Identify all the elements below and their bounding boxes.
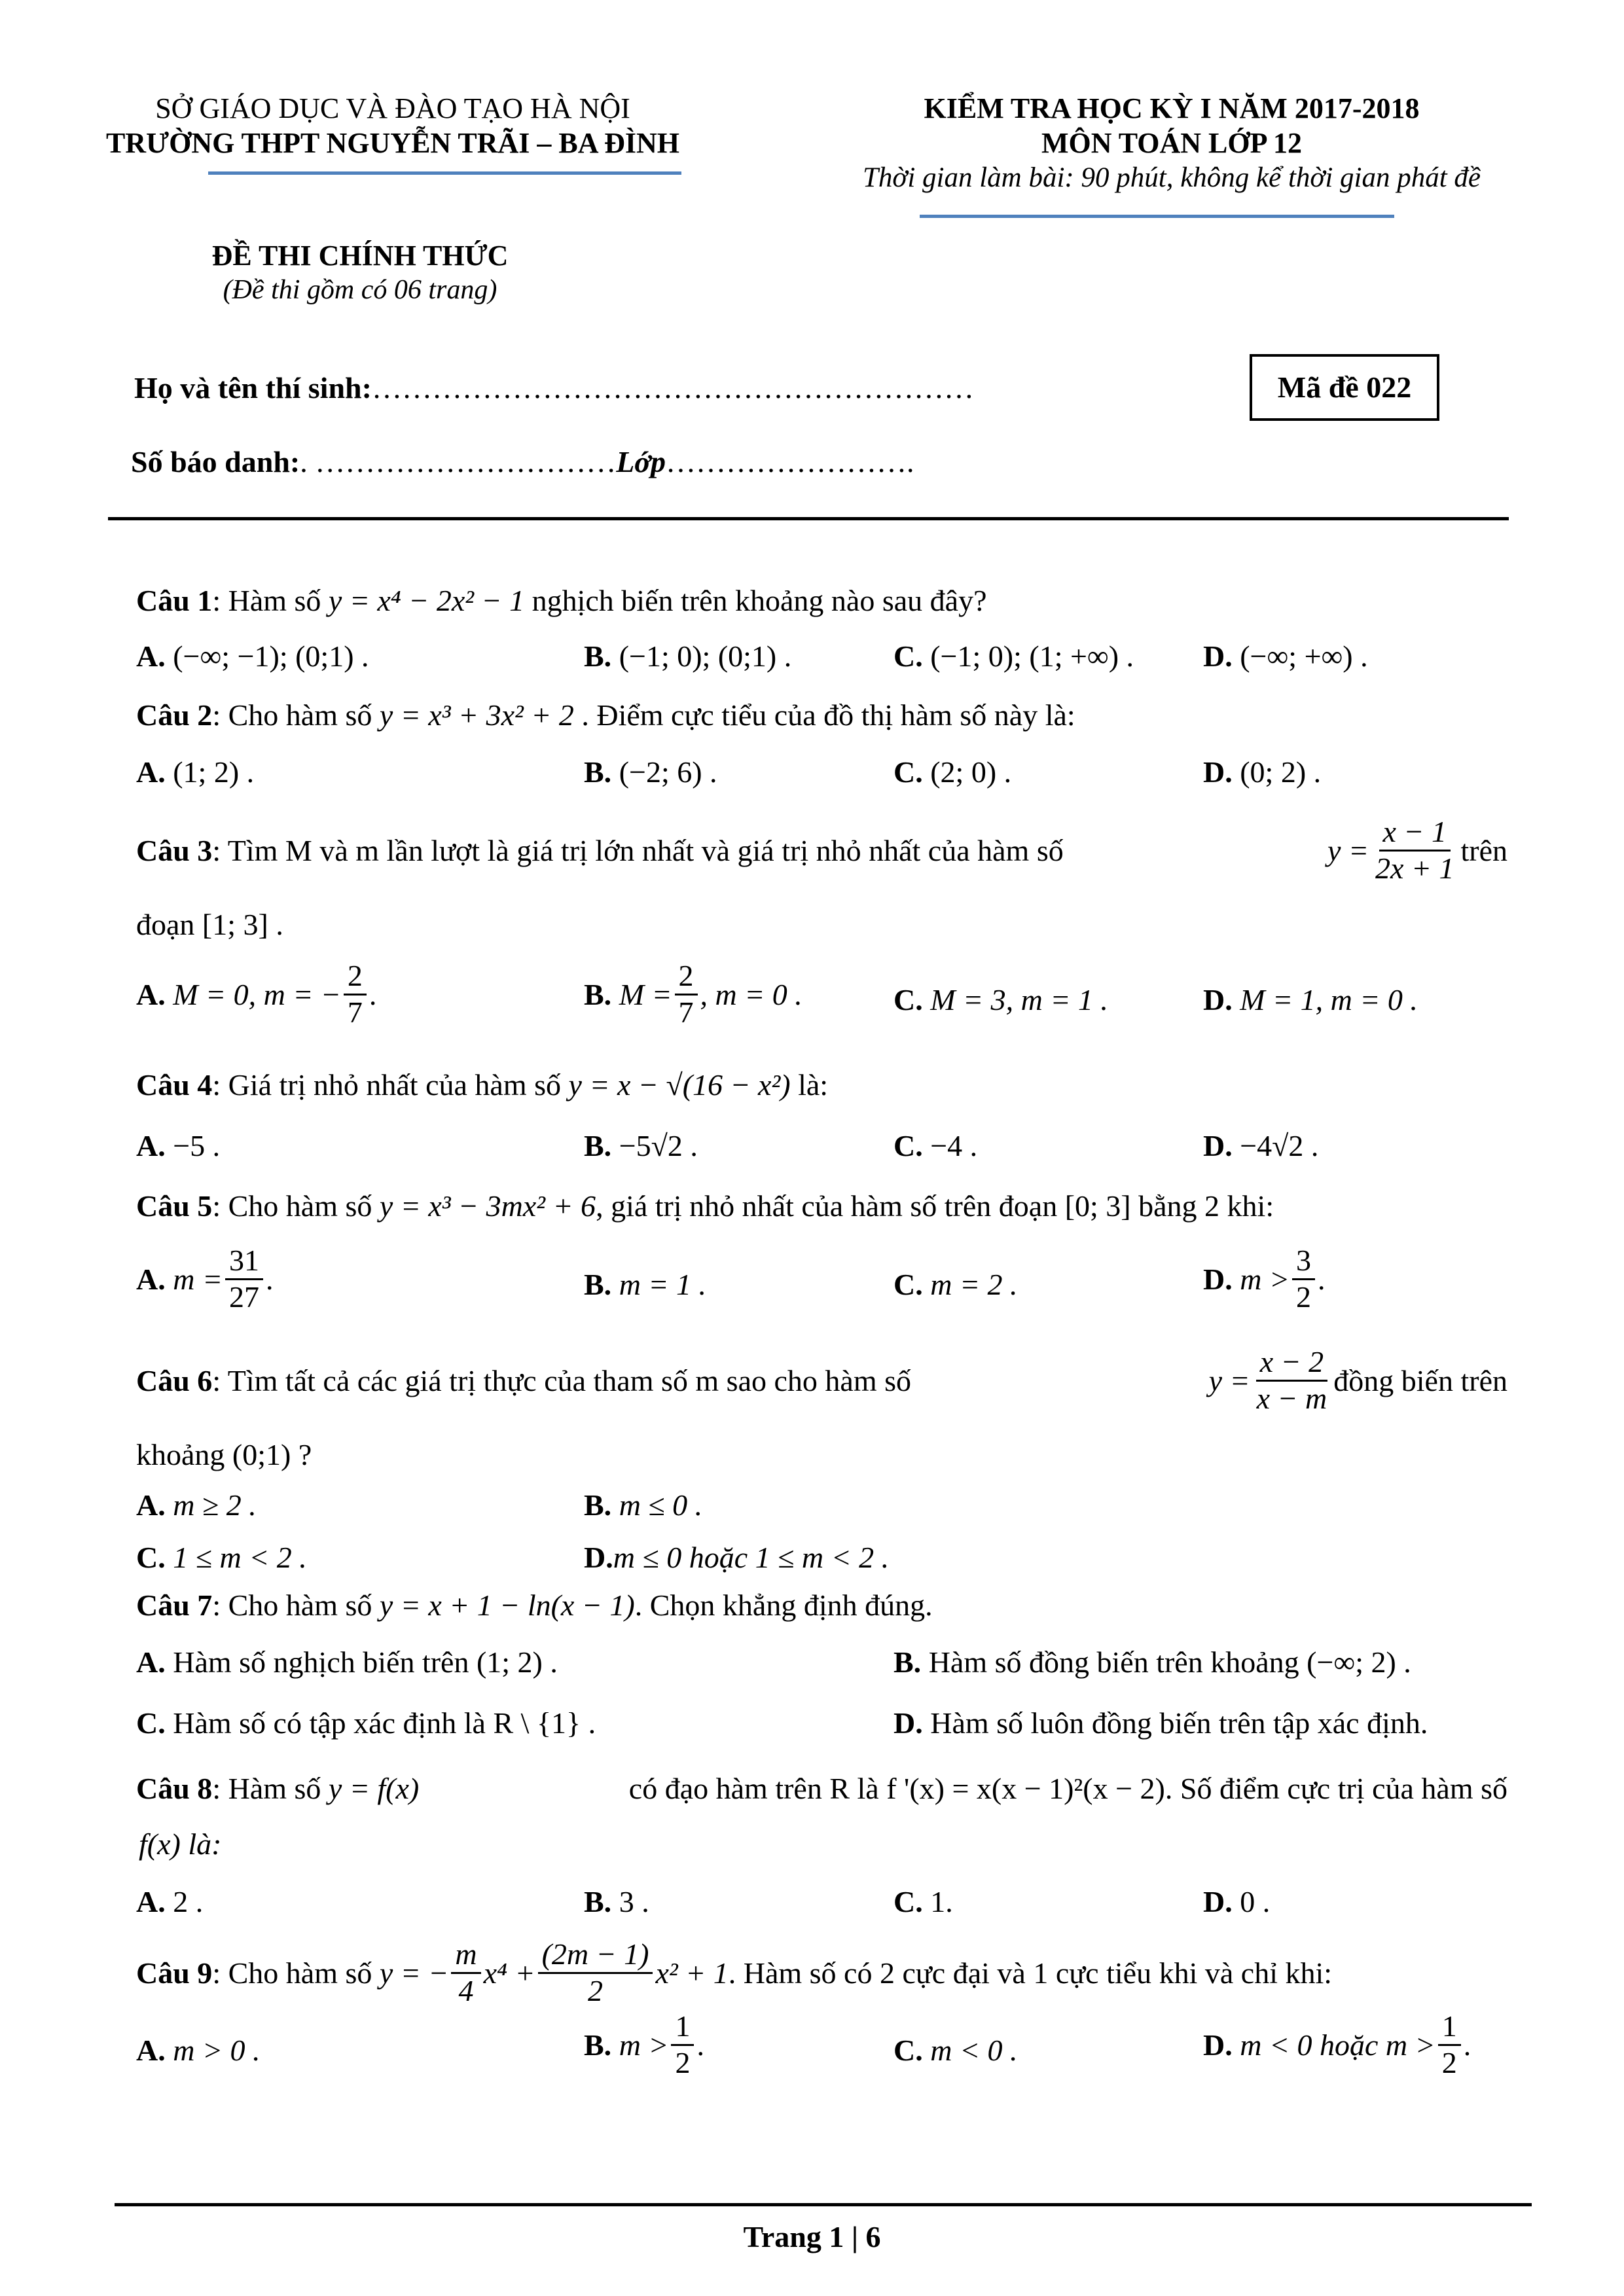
option-value: (−2; 6) . xyxy=(619,755,717,789)
q6-option-b[interactable] xyxy=(584,1487,702,1523)
option-key: C. xyxy=(893,755,923,789)
fraction xyxy=(671,2009,694,2081)
question-6-line2: khoảng (0;1) ? xyxy=(136,1438,312,1471)
question-label: Câu 6 xyxy=(136,1363,213,1397)
formula: y = x⁴ − 2x² − 1 xyxy=(328,584,525,617)
question-7 xyxy=(136,1587,1511,1623)
question-text: có đạo hàm trên R là f '(x) = x(x − 1)²(x − 2). Số điểm cực trị của hàm số xyxy=(628,1772,1507,1805)
option-value: M = xyxy=(619,977,672,1011)
formula: y = x + 1 − ln(x − 1) xyxy=(379,1588,635,1622)
option-value: m = 2 . xyxy=(930,1268,1018,1301)
q9-option-c[interactable] xyxy=(893,2032,1018,2068)
option-key: C. xyxy=(893,639,923,673)
option-key: A. xyxy=(136,755,166,789)
q2-option-a[interactable] xyxy=(136,754,254,790)
option-key: A. xyxy=(136,1262,166,1296)
question-text: : Hàm số xyxy=(212,584,329,617)
question-label: Câu 4 xyxy=(136,1068,213,1102)
option-key: B. xyxy=(893,1645,922,1679)
option-key: B. xyxy=(584,639,612,673)
option-value: (0; 2) . xyxy=(1240,755,1322,789)
q7-option-a[interactable] xyxy=(136,1644,558,1680)
question-text: . Chọn khẳng định đúng. xyxy=(634,1588,933,1622)
option-value: m ≤ 0 . xyxy=(619,1488,703,1522)
option-value: m ≥ 2 . xyxy=(173,1488,257,1522)
option-value: m > xyxy=(619,2028,669,2062)
fraction xyxy=(1371,815,1458,886)
fraction xyxy=(1253,1345,1331,1416)
question-text: nghịch biến trên khoảng nào sau đây? xyxy=(524,584,987,617)
denominator: 2 xyxy=(1441,2045,1457,2079)
option-key: C. xyxy=(893,2034,923,2067)
denominator: 2x + 1 xyxy=(1375,851,1454,885)
numerator: 3 xyxy=(1292,1244,1315,1280)
option-suffix: . xyxy=(1463,2028,1471,2062)
q5-option-c[interactable] xyxy=(893,1266,1018,1302)
option-value: m = xyxy=(173,1262,223,1296)
option-value: M = 0, m = − xyxy=(173,977,341,1011)
q1-option-a[interactable] xyxy=(136,638,369,674)
candidate-name-field[interactable]: …………………………………………………… xyxy=(371,371,974,404)
question-text: . Điểm cực tiểu của đồ thị hàm số này là: xyxy=(573,698,1075,732)
option-key: C. xyxy=(893,983,923,1016)
option-value: Hàm số nghịch biến trên (1; 2) . xyxy=(173,1645,558,1679)
denominator: 27 xyxy=(229,1280,259,1314)
official-block xyxy=(164,239,556,306)
question-9 xyxy=(136,1937,1511,2009)
option-value: m ≤ 0 hoặc 1 ≤ m < 2 . xyxy=(613,1541,890,1574)
formula: y = − xyxy=(379,1956,449,1990)
q7-option-b[interactable] xyxy=(893,1644,1411,1680)
class-label: Lớp xyxy=(616,445,666,478)
numerator: m xyxy=(451,1937,480,1974)
q4-option-c[interactable] xyxy=(893,1128,977,1164)
q3-option-b[interactable] xyxy=(584,959,803,1030)
question-8 xyxy=(136,1770,1507,1806)
school-underline xyxy=(208,171,681,175)
time-underline xyxy=(920,215,1394,218)
question-text: : Tìm tất cả các giá trị thực của tham số m sao cho hàm số xyxy=(212,1363,912,1397)
q9-option-d[interactable] xyxy=(1203,2009,1471,2081)
option-key: D. xyxy=(1203,1129,1233,1162)
question-text: : Cho hàm số xyxy=(212,1189,380,1223)
q8-option-d[interactable] xyxy=(1203,1884,1270,1920)
denominator: x − m xyxy=(1256,1381,1327,1415)
question-6 xyxy=(136,1345,1507,1416)
option-key: A. xyxy=(136,1488,166,1522)
q8-option-a[interactable] xyxy=(136,1884,203,1920)
formula: y = xyxy=(1208,1363,1250,1397)
option-value: Hàm số có tập xác định là R \ {1} . xyxy=(173,1706,596,1740)
question-text: : Hàm số xyxy=(212,1772,329,1805)
option-key: B. xyxy=(584,1885,612,1918)
q6-option-a[interactable] xyxy=(136,1487,257,1523)
question-text: trên xyxy=(1460,833,1507,867)
question-label: Câu 5 xyxy=(136,1189,213,1223)
option-suffix: . xyxy=(696,2028,704,2062)
header-divider xyxy=(108,517,1509,520)
denominator: 2 xyxy=(1296,1280,1311,1314)
option-value: 3 . xyxy=(619,1885,649,1918)
q6-option-c[interactable] xyxy=(136,1539,307,1575)
question-label: Câu 8 xyxy=(136,1772,213,1805)
numerator: x − 2 xyxy=(1256,1345,1327,1382)
option-key: B. xyxy=(584,1488,612,1522)
numerator: 2 xyxy=(344,959,367,996)
option-key: B. xyxy=(584,1268,612,1301)
option-value: −4 . xyxy=(930,1129,978,1162)
numerator: (2m − 1) xyxy=(538,1937,653,1974)
q5-option-d[interactable] xyxy=(1203,1244,1326,1315)
option-key: D. xyxy=(893,1706,923,1740)
numerator: x − 1 xyxy=(1379,815,1451,852)
q4-option-a[interactable] xyxy=(136,1128,220,1164)
exam-title: KIỂM TRA HỌC KỲ I NĂM 2017-2018 xyxy=(924,92,1420,124)
q1-option-c[interactable] xyxy=(893,638,1134,674)
option-key: A. xyxy=(136,2034,166,2067)
exam-code-box: Mã đề 022 xyxy=(1250,354,1439,421)
option-value: (−1; 0); (1; +∞) . xyxy=(930,639,1134,673)
denominator: 7 xyxy=(347,995,363,1029)
department-header xyxy=(98,92,687,161)
option-value: 1. xyxy=(930,1885,953,1918)
option-key: D. xyxy=(584,1541,613,1574)
q4-option-d[interactable] xyxy=(1203,1128,1318,1164)
q1-option-d[interactable] xyxy=(1203,638,1368,674)
option-value: (−∞; −1); (0;1) . xyxy=(173,639,369,673)
q1-option-b[interactable] xyxy=(584,638,791,674)
denominator: 2 xyxy=(675,2045,691,2079)
question-text: . Hàm số có 2 cực đại và 1 cực tiểu khi và chỉ khi: xyxy=(728,1956,1333,1990)
fraction xyxy=(344,959,367,1030)
option-key: B. xyxy=(584,2028,612,2062)
q8-option-b[interactable] xyxy=(584,1884,649,1920)
question-4 xyxy=(136,1067,1511,1103)
option-key: A. xyxy=(136,977,166,1011)
q9-option-a[interactable] xyxy=(136,2032,261,2068)
fraction xyxy=(225,1244,263,1315)
option-value: Hàm số đồng biến trên khoảng (−∞; 2) . xyxy=(928,1645,1411,1679)
option-value: M = 1, m = 0 . xyxy=(1240,983,1418,1016)
option-suffix: . xyxy=(1318,1262,1326,1296)
denominator: 2 xyxy=(588,1973,604,2007)
option-value: 2 . xyxy=(173,1885,204,1918)
candidate-name-row xyxy=(134,370,974,406)
fraction xyxy=(538,1937,653,2009)
option-value: M = 3, m = 1 . xyxy=(930,983,1108,1016)
question-text: : Cho hàm số xyxy=(212,1588,380,1622)
q7-option-c[interactable] xyxy=(136,1705,596,1741)
question-text: đồng biến trên xyxy=(1333,1363,1507,1397)
question-text: : Tìm M và m lần lượt là giá trị lớn nhất và giá trị nhỏ nhất của hàm số xyxy=(212,833,1064,867)
fraction xyxy=(451,1937,480,2009)
option-key: C. xyxy=(136,1541,166,1574)
formula: x⁴ + xyxy=(483,1956,535,1990)
option-value: −4√2 . xyxy=(1240,1129,1319,1162)
option-key: A. xyxy=(136,1885,166,1918)
question-text: : Giá trị nhỏ nhất của hàm số xyxy=(212,1068,569,1102)
time-note: Thời gian làm bài: 90 phút, không kể thời gian phát đề xyxy=(862,162,1481,193)
option-key: C. xyxy=(893,1129,923,1162)
q3-option-c[interactable] xyxy=(893,982,1108,1018)
q7-option-d[interactable] xyxy=(893,1705,1428,1741)
option-value: 1 ≤ m < 2 . xyxy=(173,1541,307,1574)
candidate-name-label: Họ và tên thí sinh: xyxy=(134,371,372,404)
question-8-line2: f(x) là: xyxy=(139,1827,222,1861)
numerator: 31 xyxy=(225,1244,263,1280)
q4-option-b[interactable] xyxy=(584,1128,698,1164)
question-text: , giá trị nhỏ nhất của hàm số trên đoạn [0; 3] bằng 2 khi: xyxy=(596,1189,1274,1223)
option-value: m > 0 . xyxy=(173,2034,261,2067)
numerator: 1 xyxy=(671,2009,694,2046)
option-value: (1; 2) . xyxy=(173,755,255,789)
q6-option-d[interactable] xyxy=(584,1539,889,1575)
fraction xyxy=(675,959,698,1030)
option-value: (−1; 0); (0;1) . xyxy=(619,639,792,673)
option-value: m < 0 hoặc m > xyxy=(1240,2028,1435,2062)
option-key: C. xyxy=(893,1268,923,1301)
option-key: C. xyxy=(893,1885,923,1918)
option-value: (−∞; +∞) . xyxy=(1240,639,1368,673)
option-key: D. xyxy=(1203,983,1233,1016)
official-title: ĐỀ THI CHÍNH THỨC xyxy=(211,240,509,272)
fraction xyxy=(1438,2009,1461,2081)
q8-option-c[interactable] xyxy=(893,1884,953,1920)
candidate-id-field[interactable]: . ………………………… xyxy=(300,445,617,478)
question-label: Câu 1 xyxy=(136,584,213,617)
numerator: 2 xyxy=(675,959,698,996)
option-key: A. xyxy=(136,1645,166,1679)
formula: y = xyxy=(1327,833,1369,867)
option-suffix: . xyxy=(266,1262,274,1296)
candidate-id-row xyxy=(131,444,914,480)
question-text: : Cho hàm số xyxy=(212,698,380,732)
option-suffix: . xyxy=(369,977,377,1011)
question-label: Câu 7 xyxy=(136,1588,213,1622)
footer-divider xyxy=(115,2203,1532,2206)
option-value: −5 . xyxy=(173,1129,221,1162)
fraction xyxy=(1292,1244,1315,1315)
option-value: 0 . xyxy=(1240,1885,1271,1918)
q2-option-d[interactable] xyxy=(1203,754,1321,790)
question-label: Câu 9 xyxy=(136,1956,213,1990)
option-key: B. xyxy=(584,755,612,789)
denominator: 4 xyxy=(458,1973,474,2007)
option-value: m > xyxy=(1240,1262,1290,1296)
q2-option-c[interactable] xyxy=(893,754,1011,790)
question-1 xyxy=(136,583,1511,619)
option-value: m = 1 . xyxy=(619,1268,706,1301)
formula: y = x³ + 3x² + 2 xyxy=(379,698,574,732)
department-name: SỞ GIÁO DỤC VÀ ĐÀO TẠO HÀ NỘI xyxy=(155,92,630,124)
option-key: B. xyxy=(584,977,612,1011)
formula: y = x³ − 3mx² + 6 xyxy=(379,1189,596,1223)
option-key: D. xyxy=(1203,639,1233,673)
option-key: D. xyxy=(1203,755,1233,789)
q2-option-b[interactable] xyxy=(584,754,717,790)
class-field[interactable]: ……………………. xyxy=(666,445,914,478)
denominator: 7 xyxy=(678,995,694,1029)
exam-header xyxy=(805,92,1538,194)
formula: x² + 1 xyxy=(655,1956,729,1990)
question-3-line2: đoạn [1; 3] . xyxy=(136,908,283,941)
question-label: Câu 3 xyxy=(136,833,213,867)
option-key: C. xyxy=(136,1706,166,1740)
option-key: A. xyxy=(136,1129,166,1162)
option-key: B. xyxy=(584,1129,612,1162)
option-value: m < 0 . xyxy=(930,2034,1018,2067)
candidate-id-label: Số báo danh: xyxy=(131,445,300,478)
option-value: −5√2 . xyxy=(619,1129,698,1162)
subject-title: MÔN TOÁN LỚP 12 xyxy=(1041,126,1303,159)
page-number: Trang 1 | 6 xyxy=(743,2220,881,2253)
q3-option-d[interactable] xyxy=(1203,982,1418,1018)
option-suffix: , m = 0 . xyxy=(700,977,803,1011)
question-text: là: xyxy=(790,1068,829,1102)
option-value: Hàm số luôn đồng biến trên tập xác định. xyxy=(930,1706,1428,1740)
option-key: D. xyxy=(1203,1885,1233,1918)
page-count-note: (Đề thi gồm có 06 trang) xyxy=(223,274,497,305)
q3-option-a[interactable] xyxy=(136,959,376,1030)
option-key: D. xyxy=(1203,1262,1233,1296)
numerator: 1 xyxy=(1438,2009,1461,2046)
question-text: : Cho hàm số xyxy=(212,1956,380,1990)
option-key: D. xyxy=(1203,2028,1233,2062)
question-3 xyxy=(136,815,1507,886)
option-key: A. xyxy=(136,639,166,673)
q5-option-b[interactable] xyxy=(584,1266,706,1302)
school-name: TRƯỜNG THPT NGUYỄN TRÃI – BA ĐÌNH xyxy=(105,126,680,159)
q9-option-b[interactable] xyxy=(584,2009,704,2081)
question-label: Câu 2 xyxy=(136,698,213,732)
question-5 xyxy=(136,1188,1511,1224)
q5-option-a[interactable] xyxy=(136,1244,274,1315)
option-value: (2; 0) . xyxy=(930,755,1012,789)
question-2 xyxy=(136,697,1511,733)
formula: y = f(x) xyxy=(328,1772,420,1805)
formula: y = x − √(16 − x²) xyxy=(568,1068,791,1102)
